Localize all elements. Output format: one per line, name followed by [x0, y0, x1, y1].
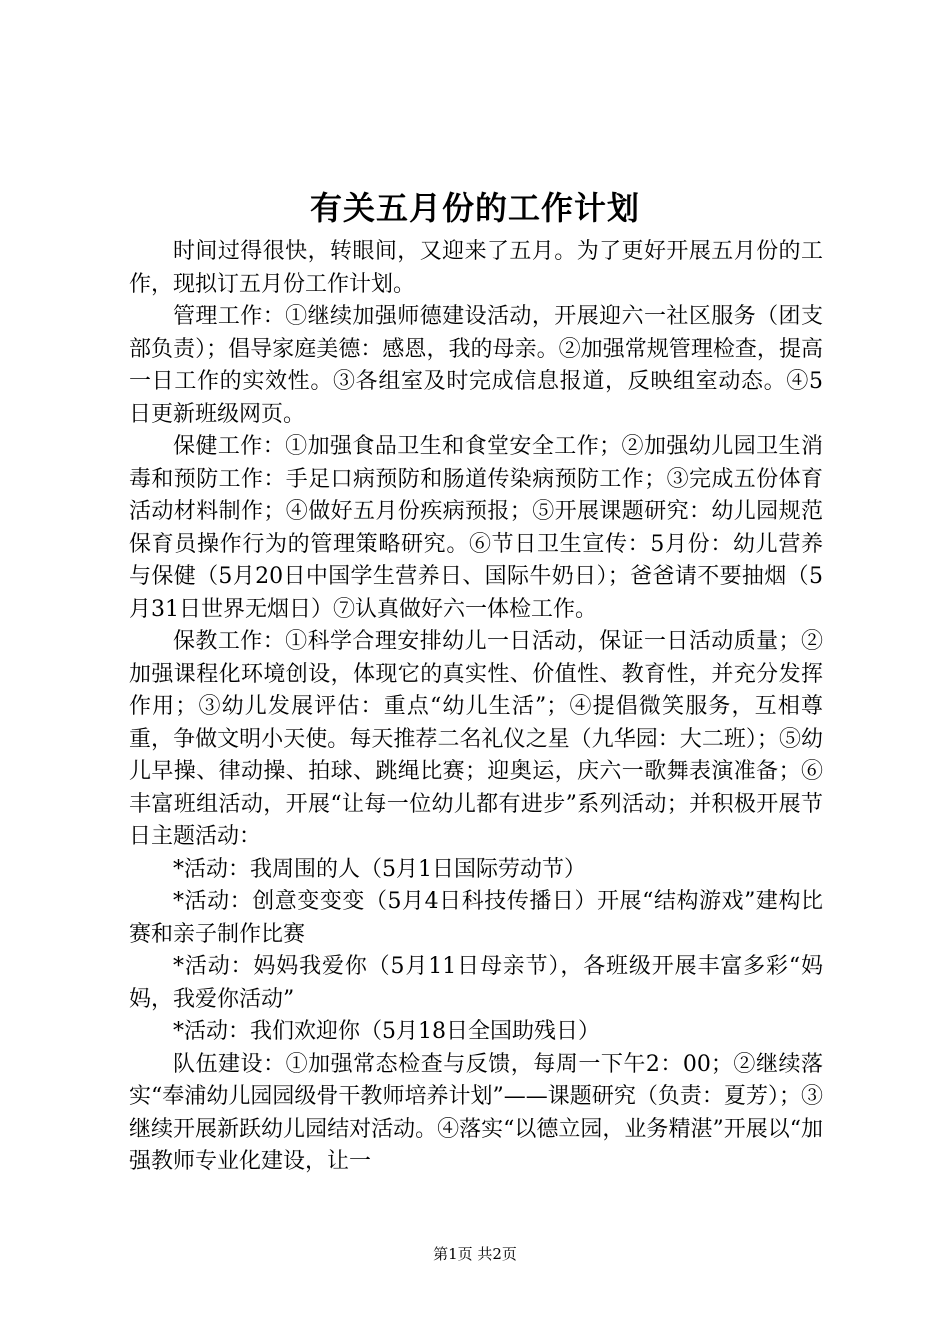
page-number-footer: 第1页 共2页	[433, 1245, 517, 1263]
activity-item-mothers-day: *活动：妈妈我爱你（5月11日母亲节），各班级开展丰富多彩“妈妈，我爱你活动”	[129, 954, 823, 1012]
document-title: 有关五月份的工作计划	[309, 189, 640, 227]
activity-item-science-day: *活动：创意变变变（5月4日科技传播日）开展“结构游戏”建构比赛和亲子制作比赛	[129, 889, 823, 947]
document-body	[129, 236, 823, 1179]
paragraph-team-building: 队伍建设：①加强常态检查与反馈，每周一下午2：00；②继续落实“奉浦幼儿园园级骨干教师培养计划”——课题研究（负责：夏芳）；③继续开展新跃幼儿园结对活动。④落实“以德立园，业务精湛”开展以“加强教师专业化建设，让一	[129, 1051, 823, 1174]
paragraph-management: 管理工作：①继续加强师德建设活动，开展迎六一社区服务（团支部负责）；倡导家庭美德：感恩，我的母亲。②加强常规管理检查，提高一日工作的实效性。③各组室及时完成信息报道，反映组室动态。④5日更新班级网页。	[129, 304, 823, 427]
paragraph-education: 保教工作：①科学合理安排幼儿一日活动，保证一日活动质量；②加强课程化环境创设，体现它的真实性、价值性、教育性，并充分发挥作用；③幼儿发展评估：重点“幼儿生活”；④提倡微笑服务，互相尊重，争做文明小天使。每天推荐二名礼仪之星（九华园：大二班）；⑤幼儿早操、律动操、拍球、跳绳比赛；迎奥运，庆六一歌舞表演准备；⑥丰富班组活动，开展“让每一位幼儿都有进步”系列活动；并积极开展节日主题活动：	[129, 629, 823, 849]
activity-item-disability-day: *活动：我们欢迎你（5月18日全国助残日）	[173, 1019, 600, 1044]
paragraph-intro: 时间过得很快，转眼间，又迎来了五月。为了更好开展五月份的工作，现拟订五月份工作计划。	[129, 239, 823, 297]
activity-item-labor-day: *活动：我周围的人（5月1日国际劳动节）	[173, 856, 586, 882]
paragraph-health: 保健工作：①加强食品卫生和食堂安全工作；②加强幼儿园卫生消毒和预防工作：手足口病预防和肠道传染病预防工作；③完成五份体育活动材料制作；④做好五月份疾病预报；⑤开展课题研究：幼儿园规范保育员操作行为的管理策略研究。⑥节日卫生宣传：5月份：幼儿营养与保健（5月20日中国学生营养日、国际牛奶日）；爸爸请不要抽烟（5月31日世界无烟日）⑦认真做好六一体检工作。	[129, 434, 823, 622]
